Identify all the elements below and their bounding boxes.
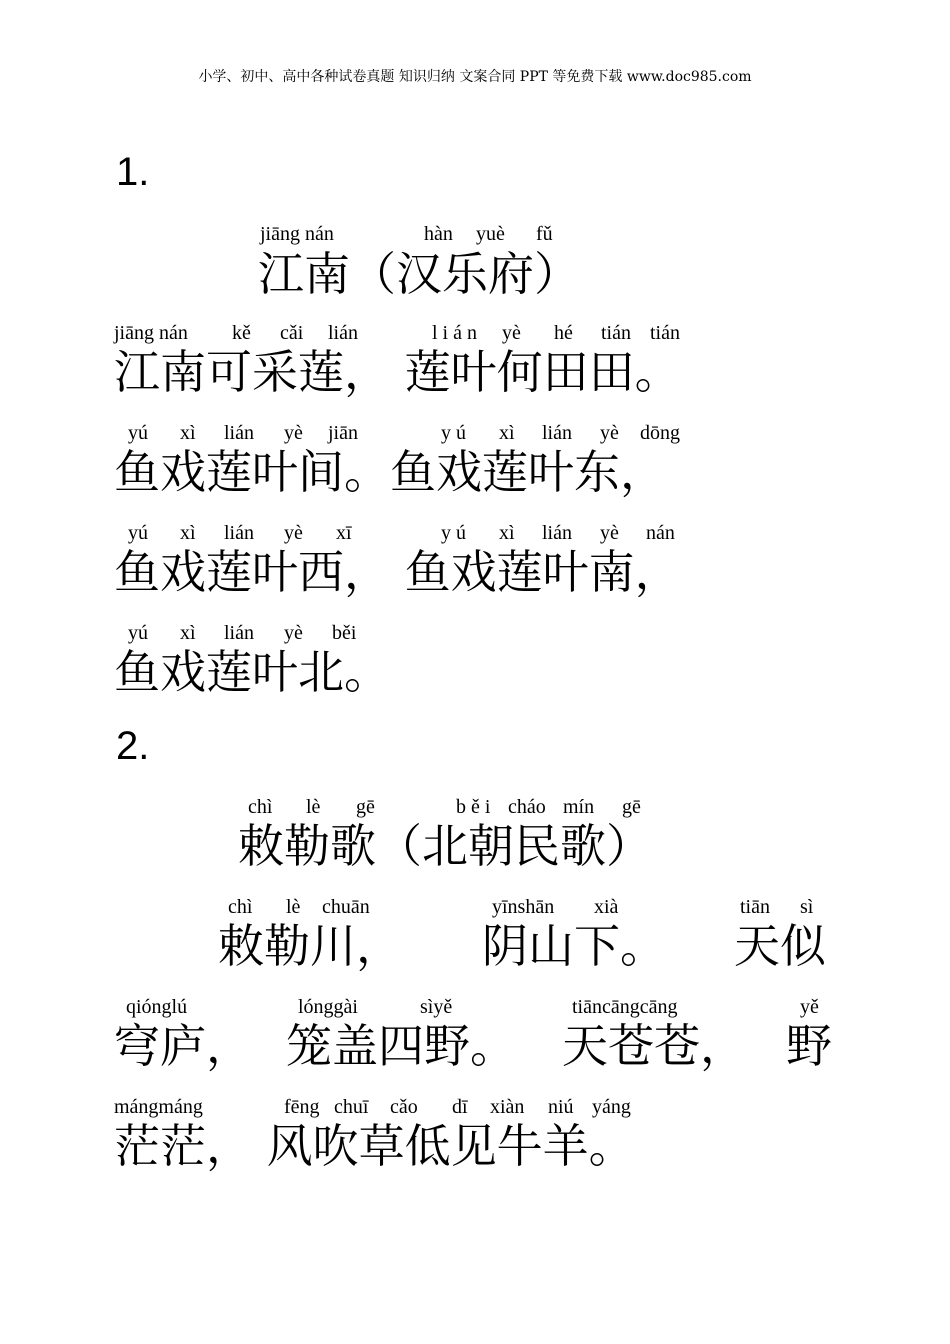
pinyin: gē — [356, 796, 375, 818]
pinyin: xì — [180, 522, 196, 544]
pinyin: lián — [328, 322, 358, 344]
pinyin: y ú — [441, 522, 466, 544]
pinyin: yè — [284, 622, 303, 644]
section-number: 1. — [116, 150, 150, 194]
pinyin: tián — [601, 322, 631, 344]
pinyin: y ú — [441, 422, 466, 444]
pinyin: xì — [499, 422, 515, 444]
pinyin: yè — [284, 422, 303, 444]
pinyin: lián — [542, 422, 572, 444]
pinyin: chì — [248, 796, 273, 818]
pinyin: lián — [224, 422, 254, 444]
pinyin: cǎo — [390, 1096, 418, 1118]
pinyin: xià — [594, 896, 619, 918]
pinyin: fēng — [284, 1096, 320, 1118]
page-header: 小学、初中、高中各种试卷真题 知识归纳 文案合同 PPT 等免费下载 www.doc985.com — [198, 69, 752, 85]
poem-line: 鱼戏莲叶北。 — [114, 645, 390, 699]
poem-line: 敕勒川， — [218, 919, 402, 973]
pinyin: tiāncāngcāng — [572, 996, 678, 1018]
poem-title: 敕勒歌（北朝民歌） — [238, 819, 652, 873]
pinyin: sìyě — [420, 996, 453, 1018]
pinyin: lè — [306, 796, 321, 818]
poem-line: 茫茫， 风吹草低见牛羊。 — [114, 1119, 635, 1173]
pinyin: lónggài — [298, 996, 358, 1018]
section-number: 2. — [116, 724, 150, 768]
pinyin: fǔ — [536, 223, 553, 245]
pinyin: tiān — [740, 896, 770, 918]
poem-line: 鱼戏莲叶间。鱼戏莲叶东， — [114, 445, 666, 499]
pinyin: kě — [232, 322, 251, 344]
pinyin: dōng — [640, 422, 680, 444]
pinyin: dī — [452, 1096, 468, 1118]
poem-title: 江南（汉乐府） — [258, 247, 580, 301]
poem-line: 天苍苍， — [562, 1019, 746, 1073]
pinyin: xì — [499, 522, 515, 544]
pinyin: yú — [128, 422, 148, 444]
pinyin: yè — [600, 422, 619, 444]
poem-line: 野 — [786, 1019, 832, 1073]
pinyin: niú — [548, 1096, 574, 1118]
pinyin: xiàn — [490, 1096, 525, 1118]
pinyin: chì — [228, 896, 253, 918]
poem-line: 穹庐， — [114, 1019, 252, 1073]
pinyin: jiān — [328, 422, 358, 444]
pinyin: lián — [224, 522, 254, 544]
pinyin: lè — [286, 896, 301, 918]
pinyin: mángmáng — [114, 1096, 203, 1118]
pinyin: lián — [224, 622, 254, 644]
poem-line: 天似 — [734, 919, 826, 973]
pinyin: qiónglú — [126, 996, 188, 1018]
pinyin: cháo — [508, 796, 546, 818]
pinyin: tián — [650, 322, 680, 344]
pinyin: chuān — [322, 896, 370, 918]
pinyin: b ě i — [456, 796, 491, 818]
pinyin: yè — [502, 322, 521, 344]
poem-line: 鱼戏莲叶西， 鱼戏莲叶南， — [114, 545, 681, 599]
pinyin: yú — [128, 522, 148, 544]
pinyin: chuī — [334, 1096, 369, 1118]
pinyin: xì — [180, 622, 196, 644]
pinyin: yuè — [476, 223, 505, 245]
pinyin: cǎi — [280, 322, 304, 344]
poem-line: 阴山下。 — [482, 919, 666, 973]
pinyin: yè — [600, 522, 619, 544]
pinyin: jiāng nán — [260, 223, 334, 245]
poem-line: 江南可采莲， 莲叶何田田。 — [114, 345, 681, 399]
pinyin: yě — [800, 996, 819, 1018]
pinyin: yú — [128, 622, 148, 644]
pinyin: hàn — [424, 223, 453, 245]
pinyin: běi — [332, 622, 357, 644]
pinyin: gē — [622, 796, 641, 818]
pinyin: jiāng nán — [114, 322, 188, 344]
pinyin: xī — [336, 522, 352, 544]
pinyin: mín — [563, 796, 595, 818]
pinyin: yè — [284, 522, 303, 544]
pinyin: sì — [800, 896, 814, 918]
pinyin: yīnshān — [492, 896, 555, 918]
pinyin: xì — [180, 422, 196, 444]
pinyin: hé — [554, 322, 573, 344]
pinyin: l i á n — [432, 322, 477, 344]
pinyin: yáng — [592, 1096, 631, 1118]
pinyin: nán — [646, 522, 675, 544]
poem-line: 笼盖四野。 — [286, 1019, 516, 1073]
pinyin: lián — [542, 522, 572, 544]
